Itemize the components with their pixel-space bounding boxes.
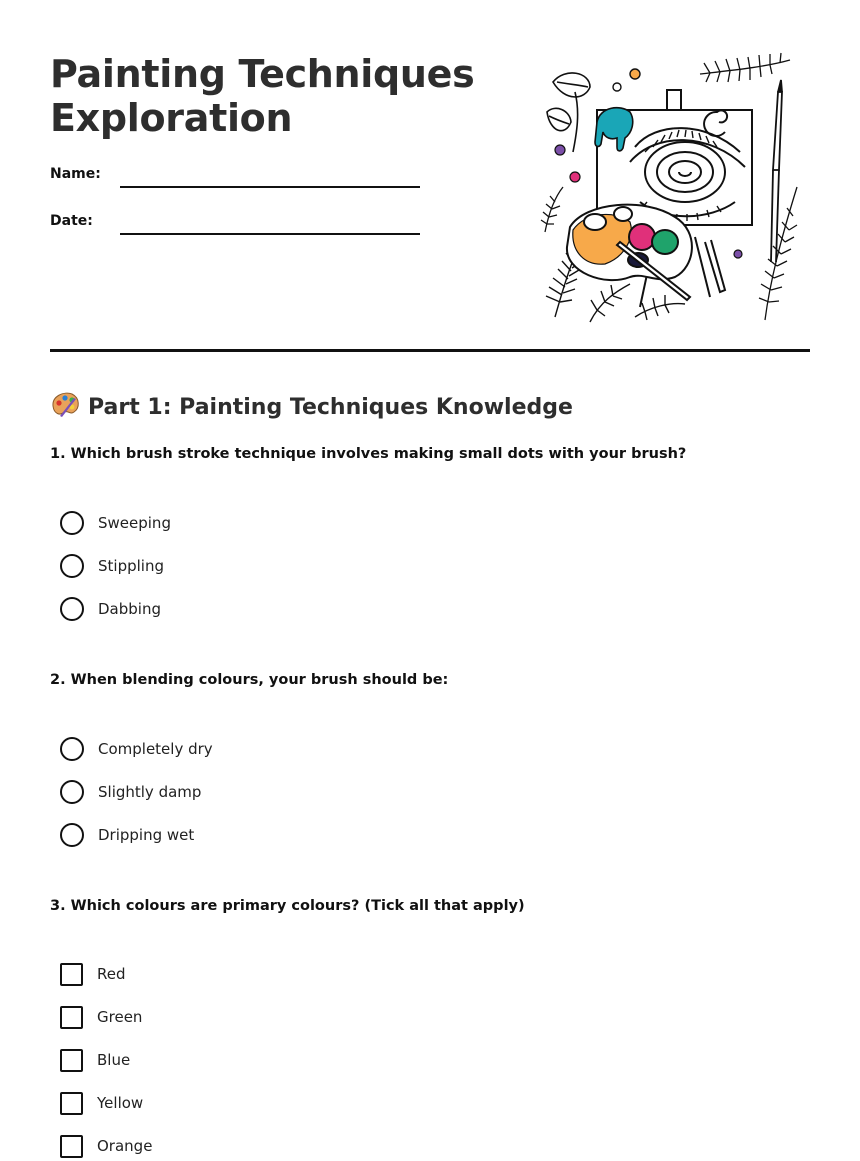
checkbox[interactable] (60, 963, 83, 986)
q2-option-completely-dry[interactable] (60, 737, 213, 761)
q1-option-sweeping[interactable] (60, 511, 171, 535)
radio-button[interactable] (60, 511, 84, 535)
radio-button[interactable] (60, 597, 84, 621)
option-label: Red (97, 965, 126, 983)
checkbox[interactable] (60, 1092, 83, 1115)
q1-option-stippling[interactable] (60, 554, 164, 578)
date-label: Date: (50, 213, 93, 229)
q1-option-dabbing[interactable] (60, 597, 161, 621)
option-label: Green (97, 1008, 143, 1026)
name-label: Name: (50, 166, 101, 182)
option-label: Stippling (98, 557, 164, 575)
palette-icon (50, 390, 88, 424)
page-title (50, 52, 490, 140)
name-field[interactable] (120, 186, 420, 188)
checkbox[interactable] (60, 1049, 83, 1072)
option-label: Yellow (97, 1094, 144, 1112)
option-label: Orange (97, 1137, 153, 1155)
option-label: Completely dry (98, 740, 213, 758)
q2-option-dripping-wet[interactable] (60, 823, 194, 847)
option-label: Slightly damp (98, 783, 202, 801)
radio-button[interactable] (60, 554, 84, 578)
q2-option-slightly-damp[interactable] (60, 780, 201, 804)
radio-button[interactable] (60, 823, 84, 847)
q3-option-red[interactable] (60, 962, 126, 986)
q3-option-orange[interactable] (60, 1134, 152, 1158)
page-title-line1: Painting Techniques (50, 52, 475, 96)
checkbox[interactable] (60, 1006, 83, 1029)
q3-option-blue[interactable] (60, 1048, 130, 1072)
option-label: Sweeping (98, 514, 171, 532)
part1-title (50, 390, 573, 424)
question-3: 3. Which colours are primary colours? (Tick all that apply) (50, 898, 525, 914)
radio-button[interactable] (60, 780, 84, 804)
date-field[interactable] (120, 233, 420, 235)
easel-palette-illustration (535, 52, 810, 327)
option-label: Dripping wet (98, 826, 195, 844)
radio-button[interactable] (60, 737, 84, 761)
option-label: Blue (97, 1051, 131, 1069)
page-title-line2: Exploration (50, 96, 293, 140)
option-label: Dabbing (98, 600, 161, 618)
part1-title-text: Part 1: Painting Techniques Knowledge (88, 394, 573, 420)
q3-option-green[interactable] (60, 1005, 142, 1029)
section-divider (50, 349, 810, 352)
checkbox[interactable] (60, 1135, 83, 1158)
question-1: 1. Which brush stroke technique involves making small dots with your brush? (50, 446, 687, 462)
question-2: 2. When blending colours, your brush should be: (50, 672, 449, 688)
q3-option-yellow[interactable] (60, 1091, 143, 1115)
